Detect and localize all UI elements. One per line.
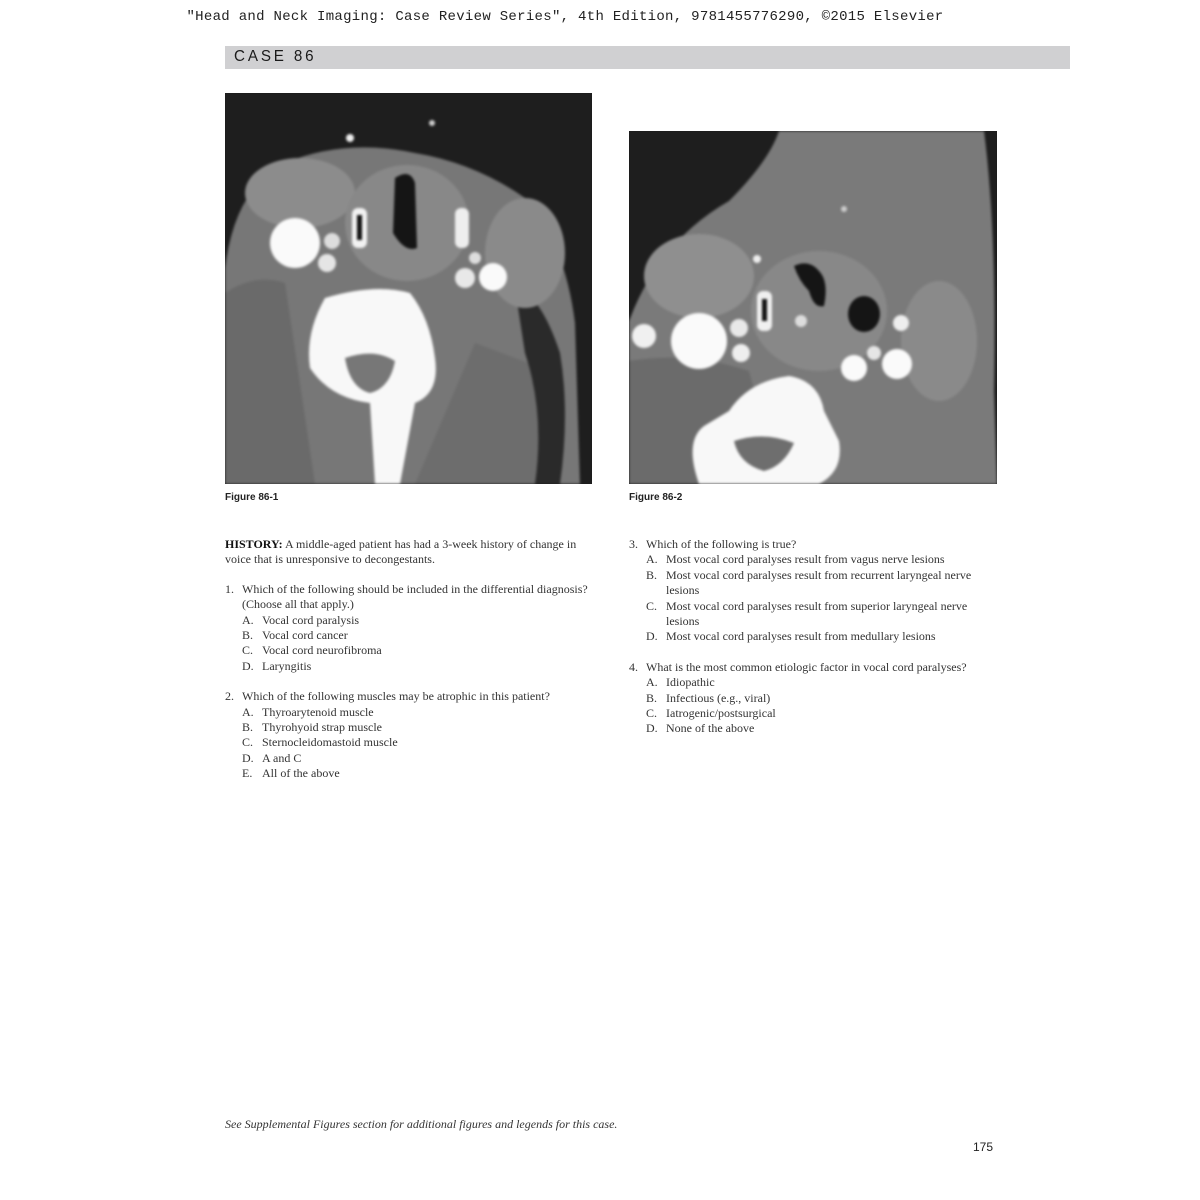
option-letter: A.: [646, 675, 658, 690]
option-letter: A.: [242, 704, 254, 719]
left-text-column: [225, 537, 597, 797]
answer-option: [629, 599, 1001, 630]
history-paragraph: [225, 537, 597, 568]
answer-option: [225, 643, 597, 658]
option-text: Most vocal cord paralyses result from recurrent laryngeal nerve lesions: [666, 567, 972, 598]
question-text: Which of the following should be included in the differential diagnosis? (Choose all that apply.): [242, 581, 588, 612]
case-title: CASE 86: [234, 48, 317, 65]
option-letter: D.: [646, 629, 658, 644]
answer-option: [225, 766, 597, 781]
answer-option: [629, 706, 1001, 721]
question-text: What is the most common etiologic factor in vocal cord paralyses?: [646, 659, 967, 674]
option-text: Most vocal cord paralyses result from superior laryngeal nerve lesions: [666, 598, 968, 629]
ct-scan-image-1: [225, 93, 592, 484]
answer-option: [225, 751, 597, 766]
answer-option: [629, 721, 1001, 736]
question-3: [629, 537, 1001, 645]
option-text: Thyroarytenoid muscle: [262, 704, 374, 719]
option-text: Infectious (e.g., viral): [666, 690, 771, 705]
figure-86-2-caption: Figure 86-2: [629, 492, 683, 503]
question-number: 3.: [629, 537, 638, 551]
option-letter: E.: [242, 766, 253, 781]
option-letter: B.: [646, 567, 658, 582]
option-letter: D.: [242, 750, 254, 765]
answer-option: [629, 552, 1001, 567]
question-number: 1.: [225, 581, 234, 596]
book-citation-watermark: "Head and Neck Imaging: Case Review Series", 4th Edition, 9781455776290, ©2015 Elsevier: [186, 9, 944, 25]
option-letter: A.: [646, 552, 658, 567]
option-letter: A.: [242, 612, 254, 627]
option-letter: D.: [242, 658, 254, 673]
ct-scan-image-2: [629, 131, 997, 484]
option-letter: D.: [646, 721, 658, 736]
right-text-column: [629, 537, 1001, 752]
option-letter: B.: [646, 690, 658, 705]
question-1: [225, 582, 597, 674]
option-text: Vocal cord neurofibroma: [262, 643, 382, 658]
option-text: Thyrohyoid strap muscle: [262, 720, 382, 735]
question-stem: [629, 537, 1001, 552]
answer-option: [225, 705, 597, 720]
option-text: A and C: [262, 750, 302, 765]
figure-86-1-caption: Figure 86-1: [225, 492, 279, 503]
option-text: Most vocal cord paralyses result from medullary lesions: [666, 629, 936, 644]
figure-86-2-ct-image: [629, 131, 997, 484]
answer-option: [629, 675, 1001, 690]
answer-option: [629, 629, 1001, 644]
question-4: [629, 660, 1001, 737]
page-number: 175: [973, 1140, 994, 1154]
option-text: Vocal cord cancer: [262, 628, 348, 643]
option-letter: C.: [646, 598, 658, 613]
answer-option: [225, 628, 597, 643]
option-letter: B.: [242, 720, 254, 735]
question-stem: [225, 689, 597, 704]
option-letter: B.: [242, 628, 254, 643]
question-stem: [225, 582, 597, 613]
option-text: Vocal cord paralysis: [262, 612, 360, 627]
option-letter: C.: [242, 643, 254, 658]
case-header-bar: [225, 46, 1070, 69]
answer-option: [225, 613, 597, 628]
supplemental-figures-note: See Supplemental Figures section for additional figures and legends for this case.: [225, 1117, 618, 1131]
history-label: HISTORY:: [225, 537, 283, 551]
option-text: Iatrogenic/postsurgical: [666, 706, 776, 721]
option-text: None of the above: [666, 721, 755, 736]
option-text: All of the above: [262, 766, 340, 781]
question-number: 4.: [629, 659, 638, 674]
option-text: Most vocal cord paralyses result from vagus nerve lesions: [666, 552, 945, 567]
option-text: Sternocleidomastoid muscle: [262, 735, 398, 750]
figure-86-1-ct-image: [225, 93, 592, 484]
question-number: 2.: [225, 689, 234, 704]
answer-option: [225, 659, 597, 674]
question-text: Which of the following muscles may be atrophic in this patient?: [242, 689, 550, 704]
option-text: Laryngitis: [262, 658, 312, 673]
option-letter: C.: [646, 706, 658, 721]
option-letter: C.: [242, 735, 254, 750]
question-text: Which of the following is true?: [646, 537, 797, 551]
answer-option: [225, 735, 597, 750]
question-stem: [629, 660, 1001, 675]
answer-option: [225, 720, 597, 735]
question-2: [225, 689, 597, 781]
option-text: Idiopathic: [666, 675, 715, 690]
answer-option: [629, 568, 1001, 599]
answer-option: [629, 691, 1001, 706]
history-text: A middle-aged patient has had a 3-week history of change in voice that is unresponsive to decongestants.: [225, 537, 577, 567]
